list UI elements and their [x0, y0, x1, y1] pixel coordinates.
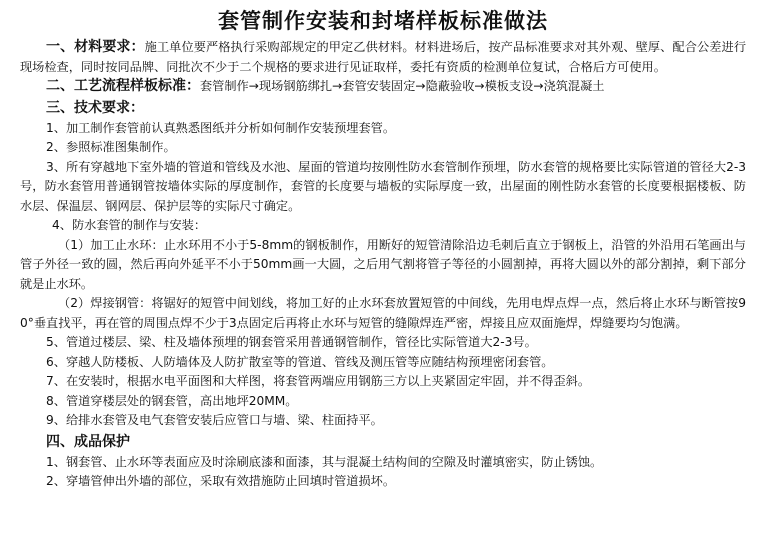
document-title: 套管制作安装和封堵样板标准做法 [218, 9, 548, 33]
technical-requirements-heading: 三、技术要求： [46, 99, 144, 116]
process-flow-heading: 二、工艺流程样板标准： [46, 78, 200, 94]
product-protection-heading: 四、成品保护 [46, 433, 130, 450]
tech-item-4-1: （1）加工止水环：止水环用不小于5-8mm的钢板制作，用断好的短管清除沿边毛刺后直立于钢板上，沿管的外沿用石笔画出与管子外径一致的圆，然后再向外延平不小于50mm画一大圆，之后用气割将管子等径的小圆割掉，再将大圆以外的部分割掉，剩下部分就是止水环。 [20, 237, 746, 291]
tech-item-4: 4、防水套管的制作与安装： [52, 218, 207, 232]
tech-item-6: 6、穿越人防楼板、人防墙体及人防扩散室等的管道、管线及测压管等应随结构预埋密闭套管。 [46, 354, 554, 369]
material-requirements-text: 施工单位要严格执行采购部规定的甲定乙供材料。材料进场后，按产品标准要求对其外观、壁厚、配合公差进行现场检查，同时按同品牌、同批次不少于二个规格的要求进行见证取样，委托有资质的检测单位复试，合格后方可使用。 [20, 40, 747, 74]
tech-item-4-2: （2）焊接钢管：将锯好的短管中间划线，将加工好的止水环套放置短管的中间线，先用电焊点焊一点，然后将止水环与断管按90°垂直找平，再在管的周围点焊不少于3点固定后再将止水环与短管的缝隙焊连严密，焊接且应双面施焊，焊缝要均匀饱满。 [20, 296, 746, 330]
tech-item-9: 9、给排水套管及电气套管安装后应管口与墙、梁、柱面持平。 [46, 413, 383, 427]
tech-item-2: 2、参照标准图集制作。 [46, 140, 176, 154]
protection-item-2: 2、穿墙管伸出外墙的部位，采取有效措施防止回填时管道损坏。 [46, 474, 396, 488]
tech-item-1: 1、加工制作套管前认真熟悉图纸并分析如何制作安装预埋套管。 [46, 120, 396, 135]
protection-item-1: 1、钢套管、止水环等表面应及时涂刷底漆和面漆，其与混凝土结构间的空隙及时灌填密实，防止锈蚀。 [46, 454, 603, 469]
tech-item-3: 3、所有穿越地下室外墙的管道和管线及水池、屋面的管道均按刚性防水套管制作预埋，防水套管的规格要比实际管道的管径大2-3号，防水套管用普通钢管按墙体实际的厚度制作，套管的长度要与墙板的实际厚度一致，出屋面的刚性防水套管的长度要根据楼板、防水层、保温层、钢网层、保护层等的实际尺寸确定。 [20, 159, 746, 213]
process-flow-text: 套管制作→现场钢筋绑扎→套管安装固定→隐蔽验收→模板支设→浇筑混凝土 [200, 79, 605, 93]
material-requirements-heading: 一、材料要求： [46, 39, 145, 55]
tech-item-5: 5、管道过楼层、梁、柱及墙体预埋的钢套管采用普通钢管制作，管径比实际管道大2-3号。 [46, 335, 537, 349]
material-requirements-paragraph [20, 38, 746, 77]
process-flow-paragraph [20, 77, 746, 97]
tech-item-7: 7、在安装时，根据水电平面图和大样图，将套管两端应用钢筋三方以上夹紧固定牢固，并不得歪斜。 [46, 374, 591, 388]
tech-item-8: 8、管道穿楼层处的钢套管，高出地坪20MM。 [46, 393, 298, 408]
